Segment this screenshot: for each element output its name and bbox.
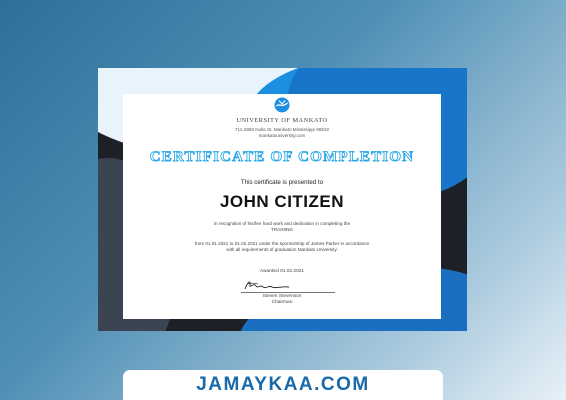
globe-logo-icon <box>274 97 290 113</box>
watermark-banner <box>123 370 443 400</box>
certificate-paper <box>123 94 441 319</box>
period-text: from 01.01.2021 to 01.02.2021 under the sponsorship of James Parker in accordance with all requirements of graduation Mankato University. <box>194 241 370 253</box>
signer-name: Steven Stevenson <box>262 294 302 299</box>
signature-line <box>241 292 335 293</box>
university-name: UNIVERSITY OF MANKATO <box>236 117 328 124</box>
awarded-date: Awarded 01.02.2021 <box>259 269 305 274</box>
recipient-name: JOHN CITIZEN <box>219 192 345 211</box>
certificate-title: CERTIFICATE OF COMPLETION <box>149 149 415 165</box>
university-website: mankatouniversity.com <box>258 133 306 138</box>
banner-text[interactable]: JAMAYKAA.COM <box>196 374 370 395</box>
recognition-text: in recognition of his/her hard work and dedication in completing the TRAINING <box>213 221 351 233</box>
signature-image <box>241 278 293 292</box>
university-address: 711-2880 Nulla St. Mankato Mississippi 96522 <box>234 127 330 132</box>
presented-text: This certificate is presented to <box>240 179 324 186</box>
signer-role: Chairman <box>271 300 293 305</box>
